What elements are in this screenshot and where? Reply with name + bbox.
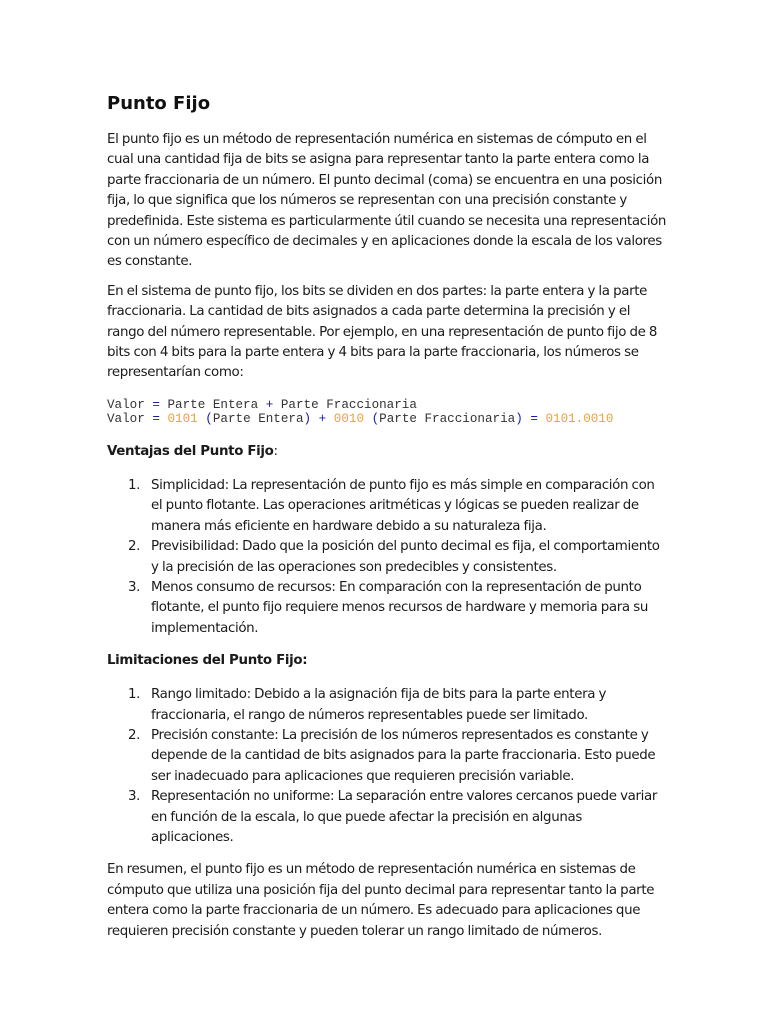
list-item: 3. Representación no uniforme: La separación entre valores cercanos puede variar en función de la escala, lo que puede afectar la precisión en algunas aplicaciones. xyxy=(128,789,658,845)
intro-paragraph-1: El punto fijo es un método de representación numérica en sistemas de cómputo en el cual una cantidad fija de bits se asigna para representar tanto la parte entera como la parte fraccionaria de un número. El punto decimal (coma) se encuentra en una posición fija, lo que significa que los números se representan con una precisión constante y predefinida. Este sistema es particularmente útil cuando se necesita una representación con un número específico de decimales y en aplicaciones donde la escala de los valores es constante. xyxy=(107,132,667,270)
list-item: 3. Menos consumo de recursos: En comparación con la representación de punto flotante, el punto fijo requiere menos recursos de hardware y memoria para su implementación. xyxy=(128,579,648,636)
document-page xyxy=(107,92,667,951)
list-item: 1. Simplicidad: La representación de punto fijo es más simple en comparación con el punto flotante. Las operaciones aritméticas y lógicas se pueden realizar de manera más eficiente en hardware debido a su naturaleza fija. xyxy=(128,477,655,534)
limitations-list xyxy=(107,685,667,848)
advantages-list xyxy=(107,476,667,639)
document-title: Punto Fijo xyxy=(107,93,211,114)
code-block xyxy=(107,398,667,426)
intro-paragraph-2: En el sistema de punto fijo, los bits se dividen en dos partes: la parte entera y la parte fraccionaria. La cantidad de bits asignados a cada parte determina la precisión y el rango del número representable. Por ejemplo, en una representación de punto fijo de 8 bits con 4 bits para la parte entera y 4 bits para la parte fraccionaria, los números se representarían como: xyxy=(107,283,658,381)
code-line-2: Valor = 0101 (Parte Entera) + 0010 (Parte Fraccionaria) = 0101.0010 xyxy=(107,411,614,426)
list-item: 2. Precisión constante: La precisión de los números representados es constante y depende de la cantidad de bits asignados para la parte fraccionaria. Esto puede ser inadecuado para aplicaciones que requieren precisión variable. xyxy=(128,727,656,784)
code-line-1: Valor = Parte Entera + Parte Fraccionaria xyxy=(107,397,417,412)
limitations-heading: Limitaciones del Punto Fijo: xyxy=(107,653,308,669)
list-item: 2. Previsibilidad: Dado que la posición del punto decimal es fija, el comportamiento y la precisión de las operaciones son predecibles y consistentes. xyxy=(128,539,660,575)
summary-paragraph: En resumen, el punto fijo es un método de representación numérica en sistemas de cómputo que utiliza una posición fija del punto decimal para representar tanto la parte entera como la parte fraccionaria de un número. Es adecuado para aplicaciones que requieren precisión constante y pueden tolerar un rango limitado de números. xyxy=(107,862,655,939)
list-item: 1. Rango limitado: Debido a la asignación fija de bits para la parte entera y fraccionaria, el rango de números representables puede ser limitado. xyxy=(128,687,607,723)
advantages-heading: Ventajas del Punto Fijo: xyxy=(107,443,278,459)
